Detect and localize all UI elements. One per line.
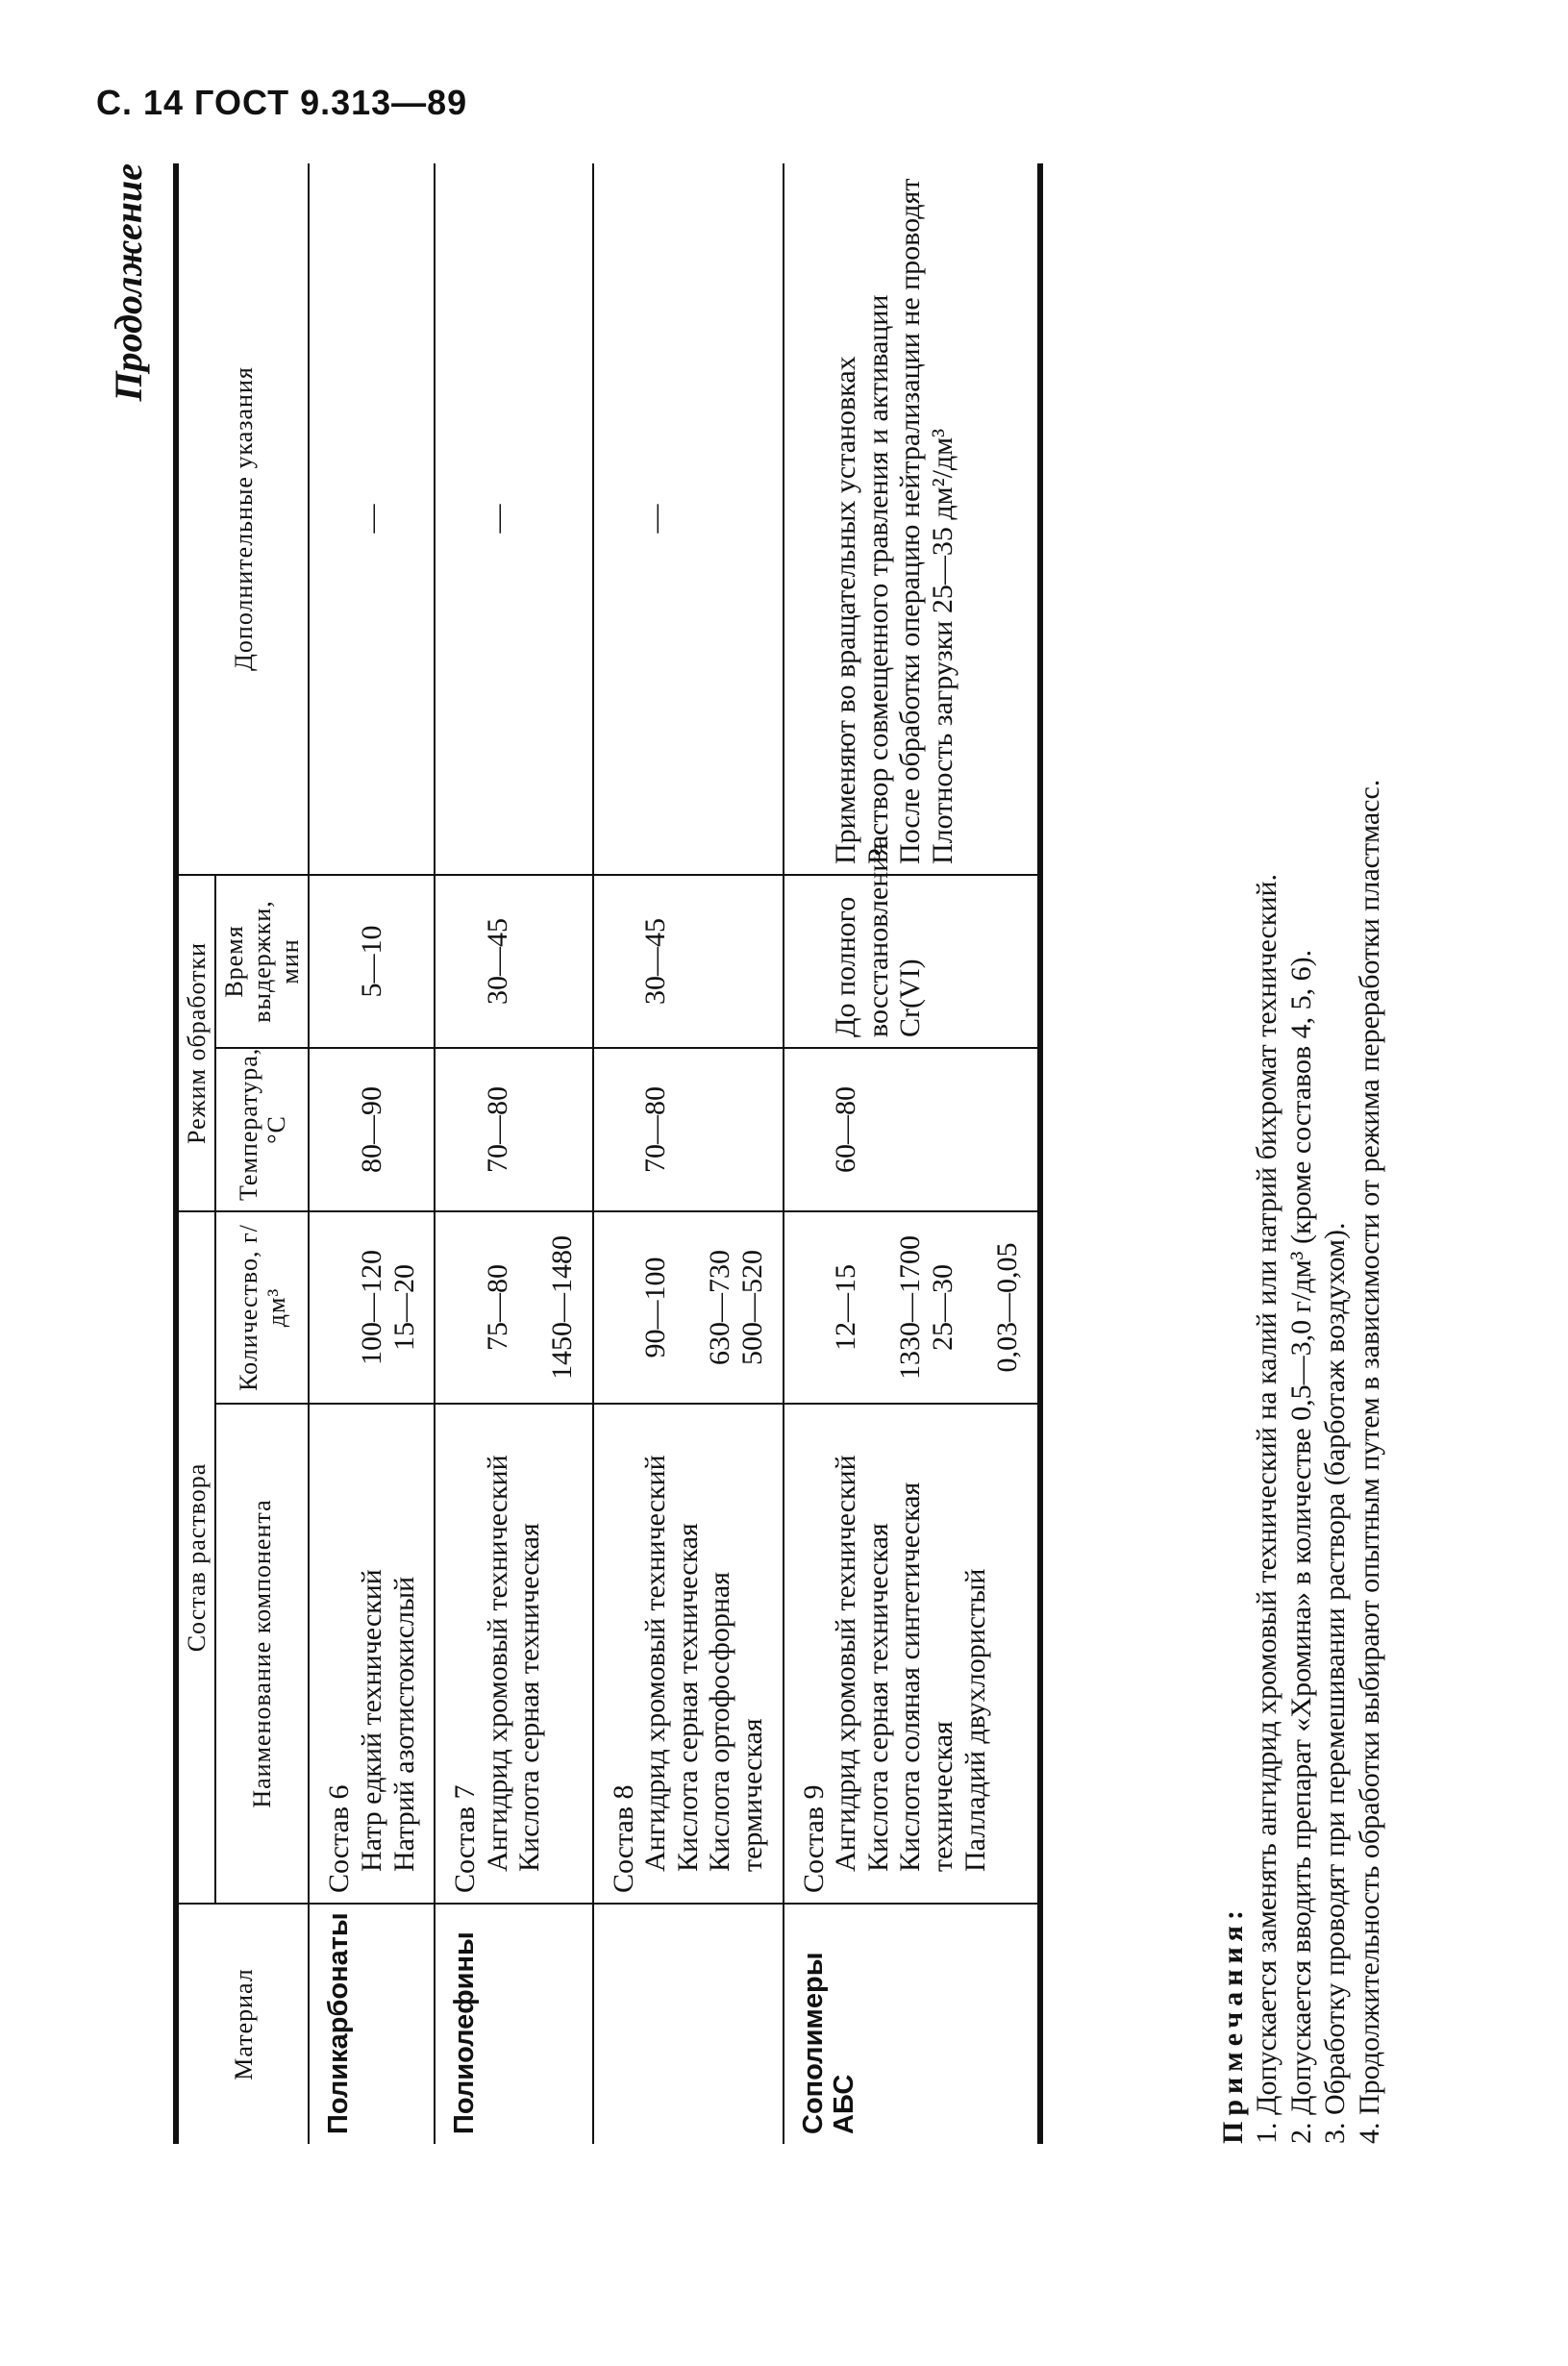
temperature-value: 70—80 bbox=[481, 1085, 513, 1173]
notes-dash: — bbox=[639, 504, 672, 534]
components-cell bbox=[784, 1404, 1040, 1904]
quantity-value: 12—15 bbox=[830, 1264, 862, 1351]
time-value: 5—10 bbox=[356, 925, 388, 998]
temperature-value: 60—80 bbox=[830, 1085, 862, 1173]
component-name: Кислота серная техническая bbox=[861, 1523, 894, 1872]
time-value: 30—45 bbox=[639, 917, 672, 1005]
quantity-value: 25—30 bbox=[926, 1264, 958, 1351]
notes-line: Плотность загрузки 25—35 дм²/дм³ bbox=[926, 428, 958, 864]
material-cell: Поликарбонаты bbox=[309, 1904, 435, 2144]
footnote-item: 2. Допускается вводить препарат «Хромина» в количестве 0,5—3,0 г/дм³ (кроме составов 4, 5, 6). bbox=[1284, 949, 1317, 2144]
col-material-header: Материал bbox=[176, 1904, 309, 2144]
notes-line: После обработки операцию нейтрализации не проводят bbox=[894, 178, 927, 864]
notes-cell bbox=[784, 163, 1040, 875]
notes-line: Раствор совмещенного травления и активации bbox=[861, 294, 894, 864]
notes-cell bbox=[309, 163, 435, 875]
col-notes-header: Дополнительные указания bbox=[176, 163, 309, 875]
material-cell: Сополимеры АБС bbox=[784, 1904, 1040, 2144]
footnote-item: 3. Обработку проводят при перемешивании раствора (барботаж воздухом). bbox=[1319, 1222, 1352, 2144]
notes-cell bbox=[593, 163, 784, 875]
composition-title: Состав 9 bbox=[797, 1784, 830, 1893]
quantity-value: 500—520 bbox=[735, 1250, 768, 1365]
col-quantity-header: Количество, г/дм³ bbox=[215, 1211, 309, 1404]
quantity-cell bbox=[309, 1211, 435, 1404]
component-name: Ангидрид хромовый технический bbox=[830, 1455, 862, 1872]
time-value: 30—45 bbox=[481, 917, 513, 1005]
component-name: Кислота серная техническая bbox=[671, 1523, 704, 1872]
continuation-label: Продолжение bbox=[107, 163, 150, 402]
component-name: Ангидрид хромовый технический bbox=[481, 1455, 513, 1872]
material-cell: Полиолефины bbox=[435, 1904, 592, 2144]
table-row bbox=[435, 163, 592, 2144]
treatment-table bbox=[173, 163, 1043, 2144]
composition-title: Состав 6 bbox=[323, 1784, 356, 1893]
temperature-cell bbox=[784, 1048, 1040, 1211]
rotated-page-content bbox=[106, 163, 1471, 2144]
components-cell bbox=[593, 1404, 784, 1904]
quantity-value: 90—100 bbox=[639, 1257, 672, 1358]
composition-title: Состав 8 bbox=[607, 1784, 639, 1893]
time-cell bbox=[309, 875, 435, 1048]
quantity-value: 75—80 bbox=[481, 1264, 513, 1351]
footnote-item: 1. Допускается заменять ангидрид хромовый технический на калий или натрий бихромат технический. bbox=[1251, 873, 1283, 2144]
quantity-value: 1330—1700 bbox=[894, 1235, 927, 1380]
time-cell bbox=[784, 842, 1040, 1048]
quantity-cell bbox=[435, 1211, 592, 1404]
notes-dash: — bbox=[481, 504, 513, 534]
temperature-value: 70—80 bbox=[639, 1085, 672, 1173]
notes-dash: — bbox=[356, 504, 388, 534]
time-value: До полного восстановления Cr(VI) bbox=[830, 842, 927, 1037]
quantity-cell bbox=[593, 1211, 784, 1404]
col-mode-group-header: Режим обработки bbox=[176, 875, 215, 1211]
component-name: Натр едкий технический bbox=[356, 1569, 388, 1872]
col-time-header: Время выдержки, мин bbox=[215, 875, 309, 1048]
components-cell bbox=[435, 1404, 592, 1904]
notes-title: Примечания: bbox=[1217, 1904, 1249, 2144]
temperature-cell bbox=[593, 1048, 784, 1211]
component-name: Кислота ортофосфорная термическая bbox=[704, 1571, 768, 1872]
quantity-value: 15—20 bbox=[387, 1264, 420, 1351]
col-temperature-header: Температура, °С bbox=[215, 1048, 309, 1211]
material-cell bbox=[593, 1904, 784, 2144]
notes-cell bbox=[435, 163, 592, 875]
quantity-cell bbox=[784, 1211, 1040, 1404]
time-cell bbox=[435, 875, 592, 1048]
footnotes bbox=[1216, 163, 1386, 2144]
table-row bbox=[309, 163, 435, 2144]
temperature-cell bbox=[435, 1048, 592, 1211]
notes-line: Применяют во вращательных установках bbox=[830, 356, 862, 864]
components-cell bbox=[309, 1404, 435, 1904]
table-row bbox=[784, 163, 1040, 2144]
col-component-header: Наименование компонента bbox=[215, 1404, 309, 1904]
quantity-value: 100—120 bbox=[356, 1250, 388, 1365]
col-composition-group-header: Состав раствора bbox=[176, 1211, 215, 1904]
quantity-value: 630—730 bbox=[704, 1250, 736, 1365]
time-cell bbox=[593, 875, 784, 1048]
composition-title: Состав 7 bbox=[449, 1784, 482, 1893]
component-name: Палладий двухлористый bbox=[958, 1568, 991, 1872]
footnote-item: 4. Продолжительность обработки выбирают опытным путем в зависимости от режима переработки пластмасс. bbox=[1353, 779, 1385, 2144]
temperature-cell bbox=[309, 1048, 435, 1211]
quantity-value: 0,03—0,05 bbox=[991, 1242, 1024, 1373]
table-row bbox=[593, 163, 784, 2144]
temperature-value: 80—90 bbox=[356, 1085, 388, 1173]
page-header: С. 14 ГОСТ 9.313—89 bbox=[96, 83, 468, 122]
quantity-value: 1450—1480 bbox=[546, 1235, 578, 1380]
component-name: Кислота серная техническая bbox=[513, 1523, 546, 1872]
component-name: Кислота соляная синтетическая техническая bbox=[894, 1482, 958, 1872]
component-name: Натрий азотистокислый bbox=[387, 1576, 420, 1872]
component-name: Ангидрид хромовый технический bbox=[639, 1455, 672, 1872]
